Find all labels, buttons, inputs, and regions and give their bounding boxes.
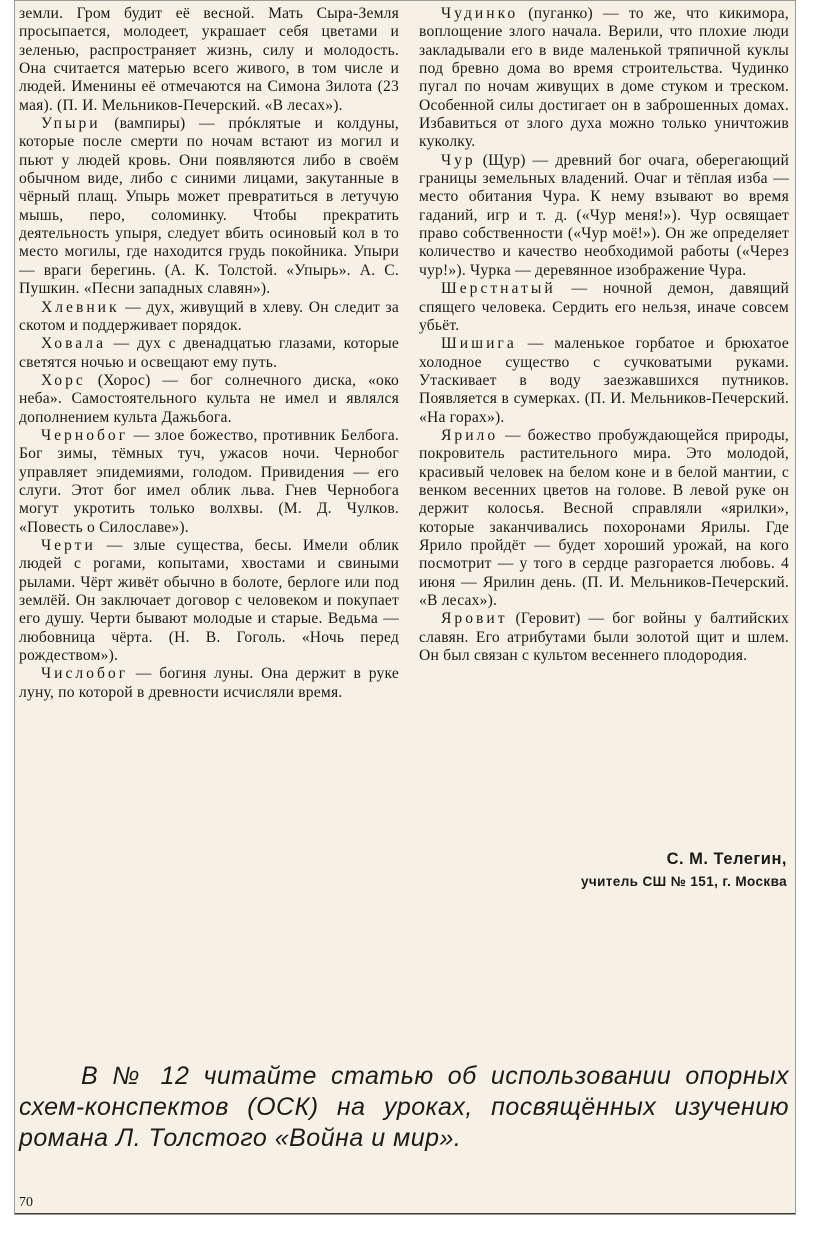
entry-sherstnatyi: Шерстнатый — ночной демон, давящий спящего человека. Сердить его нельзя, иначе совсем убьёт. bbox=[419, 280, 789, 334]
entry-khovala: Ховала — дух с двенадцатью глазами, которые светятся ночью и освещают ему путь. bbox=[19, 335, 399, 371]
bottom-rule bbox=[15, 1213, 795, 1215]
entry-yarovit: Яровит (Геровит) — бог войны у балтийских славян. Его атрибутами были золотой щит и шлем. Он был связан с культом весеннего плодородия. bbox=[419, 610, 789, 665]
entry-term: Чур bbox=[441, 151, 476, 169]
entry-yarilo: Ярило — божество пробуждающейся природы, покровитель растительного мира. Это молодой, красивый человек на белом коне и в белой мантии, с венком весенних цветов на голове. В левой руке он держит колосья. Весной справляли «ярилки», которые заканчивались похоронами Ярилы. Где Ярило пройдёт — будет хороший урожай, на кого посмотрит — у того в сердце разгорается любовь. 4 июня — Ярилин день. (П. И. Мельников-Печерский. «В лесах»). bbox=[419, 426, 789, 609]
page-number: 70 bbox=[19, 1195, 33, 1210]
announcement-text: В № 12 читайте статью об использовании опорных схем-конспектов (ОСК) на уроках, посвящённых изучению романа Л. Толстого «Война и мир». bbox=[19, 1062, 789, 1152]
entry-term: Черти bbox=[41, 536, 96, 554]
magazine-page bbox=[14, 0, 796, 1215]
author-position: учитель СШ № 151, г. Москва bbox=[580, 874, 787, 889]
entry-term: Хлевник bbox=[41, 298, 120, 316]
entry-term: Шишига bbox=[441, 335, 517, 353]
entry-upyri: Упыри (вампиры) — прóклятые и колдуны, которые после смерти по ночам встают из могил и пьют у людей кровь. Они появляются либо в своём обычном виде, либо с синими лицами, закутанные в чёрный плащ. Упырь может превратиться в летучую мышь, перо, соломинку. Чтобы прекратить деятельность упыря, следует вбить осиновый кол в то место могилы, где находится грудь покойника. Упыри — враги берегинь. (А. К. Толстой. «Упырь». А. С. Пушкин. «Песни западных славян»). bbox=[19, 115, 399, 298]
entry-cherti: Черти — злые существа, бесы. Имели облик людей с рогами, копытами, хвостами и свиными рылами. Чёрт живёт обычно в болоте, берлоге или под землёй. Он заключает договор с человеком и покупает его душу. Черти бывают молодые и старые. Ведьма — любовница чёрта. (Н. В. Гоголь. «Ночь перед рождеством»). bbox=[19, 536, 399, 665]
entry-term: Ярило bbox=[441, 426, 499, 444]
next-issue-announcement bbox=[19, 1061, 789, 1154]
entry-chernobog: Чернобог — злое божество, противник Белбога. Бог зимы, тёмных туч, ужасов ночи. Чернобог управляет эпидемиями, голодом. Привидения — его слуги. Этот бог имел облик льва. Гнев Чернобога могут укротить только волхвы. (М. Д. Чулков. «Повесть о Силославе»). bbox=[19, 426, 399, 536]
entry-shishiga: Шишига — маленькое горбатое и брюхатое холодное существо с сучковатыми руками. Утаскивает в воду заезжавшихся путников. Появляется в сумерках. (П. И. Мельников-Печерский. «На горах»). bbox=[419, 335, 789, 426]
entry-term: Шерстнатый bbox=[441, 280, 556, 298]
entry-term: Хорс bbox=[41, 371, 86, 389]
entry-term: Упыри bbox=[41, 115, 101, 133]
entry-mat-syra-zemlya-cont: земли. Гром будит её весной. Мать Сыра-Земля просыпается, молодеет, украшает себя цветами и зеленью, распространяет жизнь, силу и молодость. Она считается матерью всего живого, в том числе и людей. Именины её отмечаются на Симона Зилота (23 мая). (П. И. Мельников-Печерский. «В лесах»). bbox=[19, 5, 399, 114]
entry-term: Чернобог bbox=[41, 426, 129, 444]
left-column bbox=[19, 5, 399, 702]
entry-chislobog: Числобог — богиня луны. Она держит в руке луну, по которой в древности исчисляли время. bbox=[19, 665, 399, 701]
right-column bbox=[419, 5, 789, 665]
author-name: С. М. Телегин, bbox=[666, 850, 787, 868]
entry-chudinko: Чудинко (пуганко) — то же, что кикимора, воплощение злого начала. Верили, что плохие люди закладывали его в виде маленькой тряпичной куклы под бревно дома во время строительства. Чудинко пугал по ночам живущих в доме стуком и треском. Особенной силы достигает он в заброшенных домах. Избавиться от злого духа можно только уничтожив куколку. bbox=[419, 5, 789, 151]
entry-khlevnik: Хлевник — дух, живущий в хлеву. Он следит за скотом и поддерживает порядок. bbox=[19, 298, 399, 334]
entry-term: Ховала bbox=[41, 335, 106, 353]
entry-chur: Чур (Щур) — древний бог очага, оберегающий границы земельных владений. Очаг и тёплая изба — место обитания Чура. К нему взывают во время гаданий, игр и т. д. («Чур меня!»). Чур освящает право собственности («Чур моё!»). Он же определяет количество и качество необходимой работы («Через чур!»). Чурка — деревянное изображение Чура. bbox=[419, 151, 789, 279]
entry-term: Яровит bbox=[441, 610, 508, 628]
entry-khors: Хорс (Хорос) — бог солнечного диска, «око неба». Самостоятельного культа не имел и являлся дополнением культа Дажьбога. bbox=[19, 371, 399, 426]
entry-term: Числобог bbox=[41, 665, 129, 683]
entry-term: Чудинко bbox=[441, 5, 519, 22]
